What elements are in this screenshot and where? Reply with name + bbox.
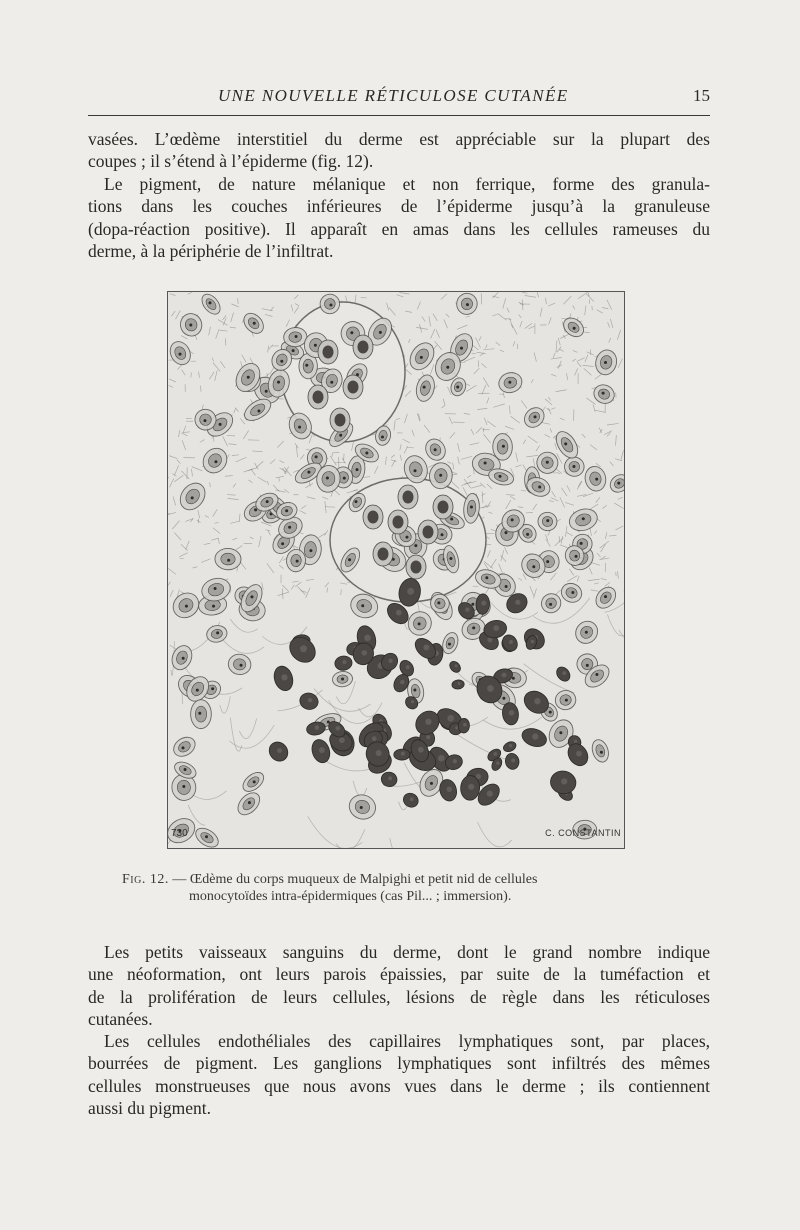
intro-paragraph (88, 128, 710, 173)
endothelial-paragraph (88, 1030, 710, 1119)
pigment-paragraph (88, 173, 710, 262)
endothelial-line-3: cellules monstrueuses que nous avons vues dans le derme ; ils contiennent (88, 1075, 710, 1096)
intro-line-1: vasées. L’œdème interstitiel du derme est appréciable sur la plupart des (88, 129, 710, 149)
endothelial-line-4: aussi du pigment. (88, 1097, 211, 1118)
vessels-line-2: une néoformation, ont leurs parois épaissies, par suite de la tuméfaction et (88, 964, 710, 985)
running-title: UNE NOUVELLE RÉTICULOSE CUTANÉE (218, 86, 569, 105)
pigment-line-2: tions dans les couches inférieures de l’épiderme jusqu’à la granuleuse (88, 196, 710, 217)
caption-line-2: monocytoïdes intra-épidermiques (cas Pil... ; immersion). (189, 889, 512, 904)
pigment-line-3: (dopa-réaction positive). Il apparaît en amas dans les cellules rameuses du (88, 218, 710, 239)
page-number: 15 (693, 86, 710, 105)
vessels-line-4: cutanées. (88, 1008, 153, 1029)
vessels-line-3: de la prolifération de leurs cellules, lésions de règle dans les réticuloses (88, 986, 710, 1007)
caption-line-1: — Œdème du corps muqueux de Malpighi et petit nid de cellules (172, 872, 538, 887)
plate-number: 730 (171, 828, 188, 839)
histology-illustration (168, 292, 624, 848)
histology-figure (167, 291, 625, 849)
vessels-paragraph (88, 941, 710, 1030)
endothelial-line-2: bourrées de pigment. Les ganglions lymphatiques sont infiltrés des mêmes (88, 1053, 710, 1074)
figure-caption (122, 871, 682, 905)
caption-label: Fig. 12. (122, 872, 169, 887)
intro-line-2: coupes ; il s’étend à l’épiderme (fig. 12). (88, 151, 374, 172)
pigment-line-4: derme, à la périphérie de l’infiltrat. (88, 240, 334, 261)
vessels-line-1: Les petits vaisseaux sanguins du derme, dont le grand nombre indique (104, 942, 710, 962)
endothelial-line-1: Les cellules endothéliales des capillaires lymphatiques sont, par places, (104, 1031, 710, 1051)
header-rule (88, 115, 710, 116)
artist-signature: C. CONSTANTIN (545, 828, 621, 838)
pigment-line-1: Le pigment, de nature mélanique et non ferrique, forme des granula- (104, 174, 710, 194)
running-head (88, 86, 710, 110)
